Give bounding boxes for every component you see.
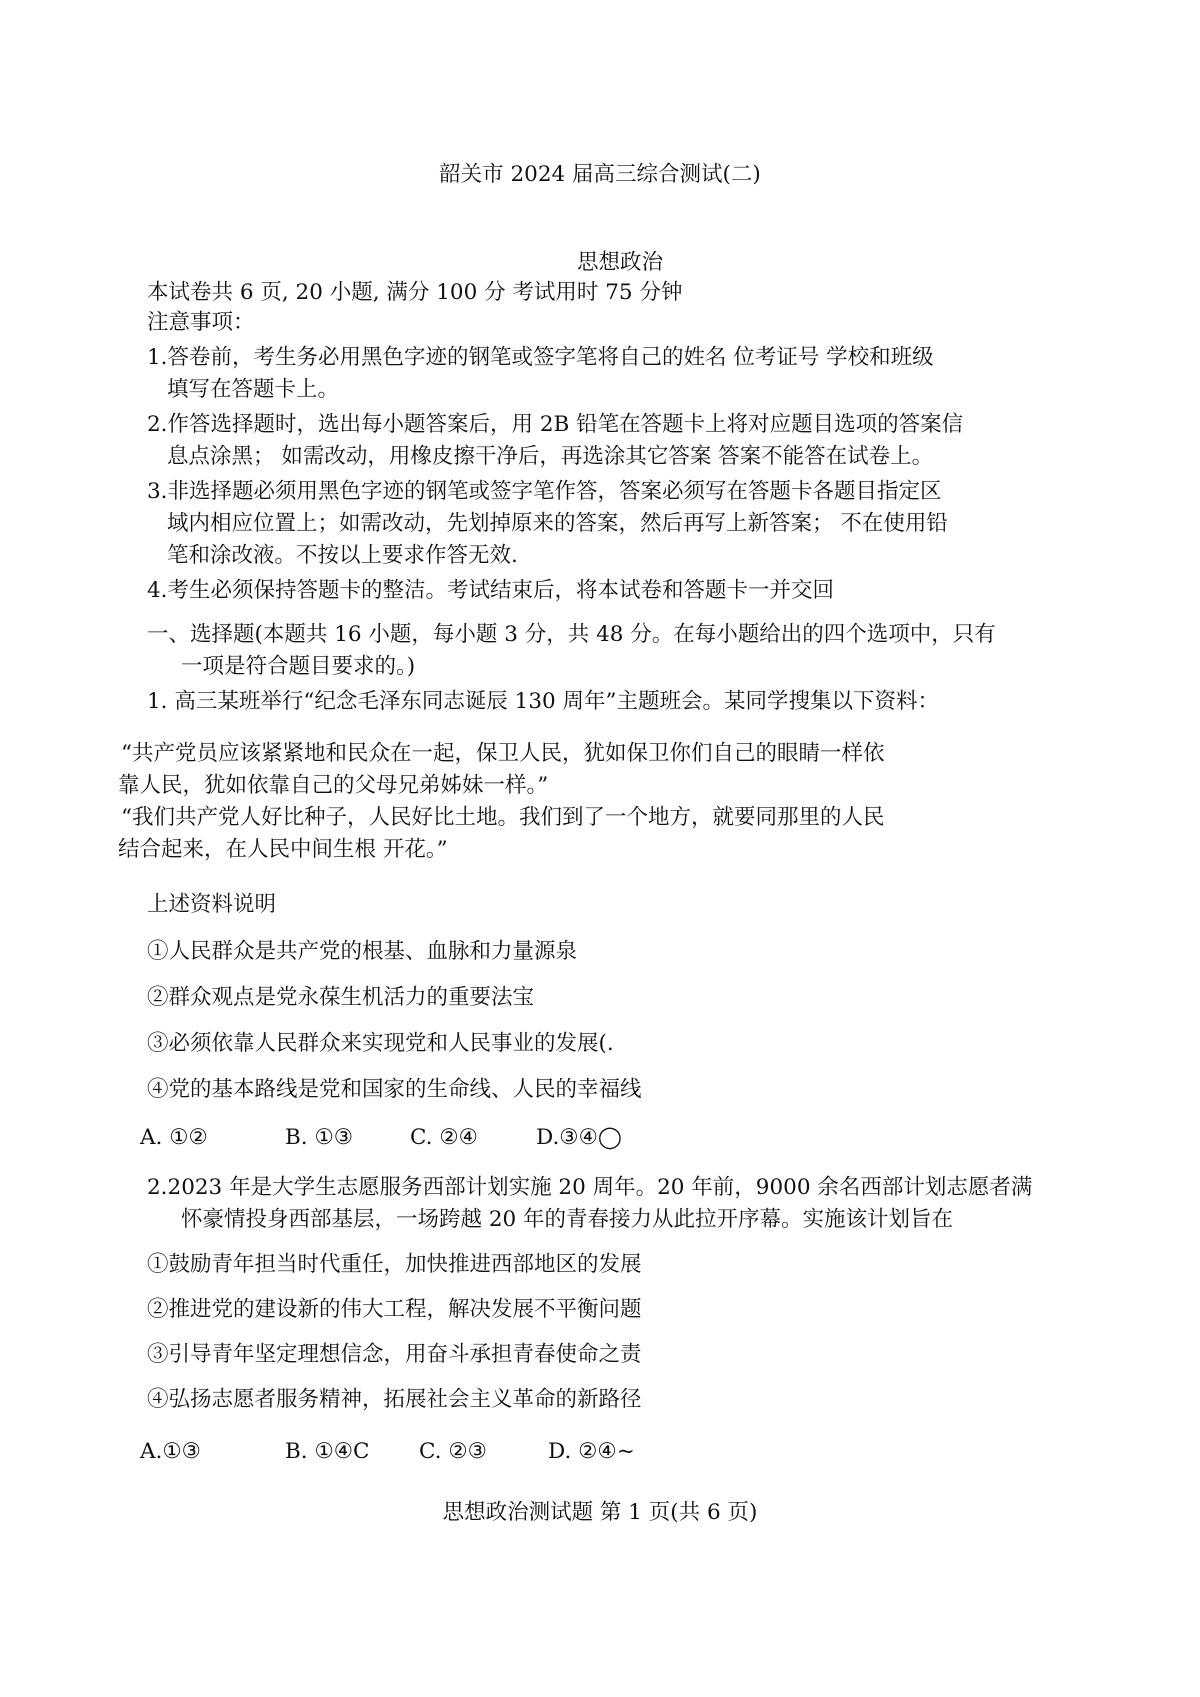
notice-item-3-line-1: 3.非选择题必须用黑色字迹的钢笔或签字笔作答，答案必须写在答题卡各题目指定区 (147, 479, 942, 504)
exam-title: 韶关市 2024 届高三综合测试(二) (439, 162, 761, 187)
q1-statement-3: ③必须依靠人民群众来实现党和人民事业的发展(. (147, 1031, 614, 1056)
q1-quote-1-line-1: “共产党员应该紧紧地和民众在一起，保卫人民，犹如保卫你们自己的眼睛一样依 (121, 741, 885, 766)
section-heading-line-2: 一项是符合题目要求的。) (181, 654, 416, 679)
page-footer: 思想政治测试题 第 1 页(共 6 页) (442, 1500, 758, 1525)
q1-quote-2-line-2: 结合起来，在人民中间生根 开花。” (118, 837, 448, 862)
question-1-stem: 1. 高三某班举行“纪念毛泽东同志诞辰 130 周年”主题班会。某同学搜集以下资料： (147, 689, 940, 714)
q2-statement-1: ①鼓励青年担当时代重任，加快推进西部地区的发展 (147, 1252, 642, 1277)
notice-heading: 注意事项： (147, 310, 255, 335)
q1-option-a: A. ①② (140, 1125, 208, 1150)
subject-title: 思想政治 (577, 250, 664, 275)
notice-item-2-line-2: 息点涂黑； 如需改动，用橡皮擦干净后，再选涂其它答案 答案不能答在试卷上。 (167, 444, 934, 469)
notice-item-4: 4.考生必须保持答题卡的整洁。考试结束后，将本试卷和答题卡一并交回 (147, 578, 835, 603)
question-2-stem-line-1: 2.2023 年是大学生志愿服务西部计划实施 20 周年。20 年前，9000 余名西部计划志愿者满 (147, 1175, 1033, 1200)
section-heading-line-1: 一、选择题(本题共 16 小题，每小题 3 分，共 48 分。在每小题给出的四个选项中，只有 (147, 622, 996, 647)
q1-statement-1: ①人民群众是共产党的根基、血脉和力量源泉 (147, 939, 578, 964)
q2-statement-2: ②推进党的建设新的伟大工程，解决发展不平衡问题 (147, 1297, 642, 1322)
notice-item-2-line-1: 2.作答选择题时，选出每小题答案后，用 2B 铅笔在答题卡上将对应题目选项的答案信 (147, 412, 964, 437)
q1-options (0, 1123, 1200, 1153)
q2-option-b: B. ①④C (285, 1439, 370, 1464)
q1-option-b: B. ①③ (285, 1125, 354, 1150)
q2-options (0, 1437, 1200, 1467)
q2-option-a: A.①③ (140, 1439, 201, 1464)
notice-item-1-line-2: 填写在答题卡上。 (167, 377, 340, 402)
q2-statement-4: ④弘扬志愿者服务精神，拓展社会主义革命的新路径 (147, 1387, 642, 1412)
q1-quote-2-line-1: “我们共产党人好比种子，人民好比土地。我们到了一个地方，就要同那里的人民 (121, 805, 885, 830)
notice-item-3-line-3: 笔和涂改液。不按以上要求作答无效. (167, 543, 518, 568)
question-2-stem-line-2: 怀豪情投身西部基层，一场跨越 20 年的青春接力从此拉开序幕。实施该计划旨在 (181, 1207, 954, 1232)
exam-info: 本试卷共 6 页, 20 小题, 满分 100 分 考试用时 75 分钟 (147, 280, 683, 305)
notice-item-1-line-1: 1.答卷前，考生务必用黑色字迹的钢笔或签字笔将自己的姓名 位考证号 学校和班级 (147, 345, 934, 370)
q2-option-c: C. ②③ (419, 1439, 487, 1464)
q1-option-c: C. ②④ (410, 1125, 478, 1150)
q1-option-d: D.③④◯ (536, 1125, 622, 1150)
q1-lead: 上述资料说明 (147, 892, 277, 917)
q1-quote-1-line-2: 靠人民，犹如依靠自己的父母兄弟姊妹一样。” (118, 773, 549, 798)
q2-option-d: D. ②④~ (548, 1439, 635, 1464)
notice-item-3-line-2: 域内相应位置上；如需改动，先划掉原来的答案，然后再写上新答案； 不在使用铅 (167, 511, 948, 536)
q1-statement-4: ④党的基本路线是党和国家的生命线、人民的幸福线 (147, 1077, 642, 1102)
q1-statement-2: ②群众观点是党永葆生机活力的重要法宝 (147, 985, 535, 1010)
q2-statement-3: ③引导青年坚定理想信念，用奋斗承担青春使命之责 (147, 1342, 642, 1367)
